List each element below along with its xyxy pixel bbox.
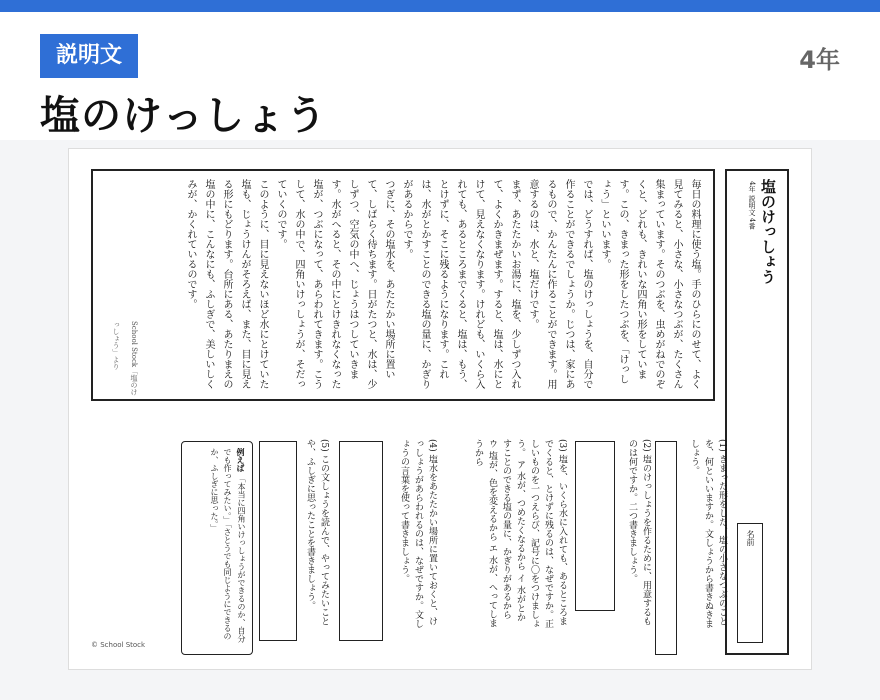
name-field[interactable] [737, 523, 763, 643]
copyright: © School Stock [91, 641, 146, 649]
answer-box-1[interactable] [655, 441, 677, 655]
story-paragraph: では、どうすれば、塩のけっしょうを、自分で作ることができるでしょうか。じつは、家にあるもので、かんたんに作ることができます。用意するのは、水と、塩だけです。 [527, 179, 592, 389]
answer-box-4[interactable] [339, 441, 383, 641]
top-accent-bar [0, 0, 880, 12]
example-body: 「本当に四角いけっしょうができるのか、自分でも作ってみたい。」「さとうでも同じようにできるのか、ふしぎに思った。」 [210, 448, 246, 643]
name-label: 名前 [746, 530, 755, 546]
title-column [725, 169, 789, 655]
worksheet-preview [68, 148, 812, 670]
page-header [0, 12, 880, 140]
question-2: (2) 塩のけっしょうを作るために、用意するものは何ですか。二つ書きましょう。 [627, 439, 651, 626]
story-paragraph: つぎに、その塩水を、あたたかい場所に置いて、しばらく待ちます。日がたつと、水は、少しずつ、空気の中へ、じょうはつしていきます。水がへると、その中にとけきれなくなった塩が、つぶになって、あらわれてきます。こうして、水の中で、四角いけっしょうが、そだっていくのです。 [275, 179, 394, 389]
question-5: (5) この文しょうを読んで、やってみたいことや、ふしぎに思ったことを書きましょう。 [305, 439, 329, 626]
story-paragraph: まず、あたたかいお湯に、塩を、少しずつ入れて、よくかきまぜます。すると、塩は、水にとけて、見えなくなります。けれども、いくら入れても、あるところまでくると、塩は、もう、とけずに、そこに残るようになります。これは、水がとかすことのできる塩の量に、かぎりがあるからです。 [401, 179, 520, 389]
story-paragraph: このように、目に見えないほど水にとけていた塩も、じょうけんがそろえば、また、目に見える形にもどります。台所にある、あたりまえの塩の中に、こんなにも、ふしぎで、美しいしくみが、かくれているのです。 [185, 179, 268, 389]
source-note: School Stock「塩のけっしょう」より [112, 321, 138, 396]
story-paragraph: 毎日の料理に使う塩。手のひらにのせて、よく見てみると、小さな、小さなつぶが、たくさん集まっています。そのつぶを、虫めがねでのぞくと、どれも、きれいな四角い形をしています。この、きまった形をしたつぶを、「けっしょう」といいます。 [599, 179, 700, 389]
question-1: (1) きまった形をした、塩の小さなつぶのことを、何といいますか。文しょうから書きぬきましょう。 [689, 439, 727, 628]
example-title: 例えば [236, 448, 246, 472]
worksheet-title: 塩のけっしょう [759, 179, 777, 284]
example-box [181, 441, 253, 655]
answer-box-5[interactable] [259, 441, 297, 641]
question-4: (4) 塩水をあたたかい場所に置いておくと、けっしょうがあらわれるのは、なぜですか。文しょうの言葉を使って書きましょう。 [399, 439, 437, 628]
answer-box-2[interactable] [575, 441, 615, 611]
worksheet-meta: 4年 説明文 4番 [748, 181, 756, 230]
page-title: 塩のけっしょう [40, 93, 327, 139]
story-box [91, 169, 715, 401]
category-badge: 説明文 [40, 34, 138, 78]
grade-label: 4年 [799, 46, 840, 74]
question-3: (3) 塩を、いくら水に入れても、あるところまでくると、とけずに残るのは、なぜですか。正しいものを一つえらび、記号に〇をつけましょう。 ア 水が、つめたくなるから イ 水がとかすことのできる塩の量に、かぎりがあるから ウ 塩が、色を変えるから エ 水が、へってしまうから [473, 439, 567, 628]
